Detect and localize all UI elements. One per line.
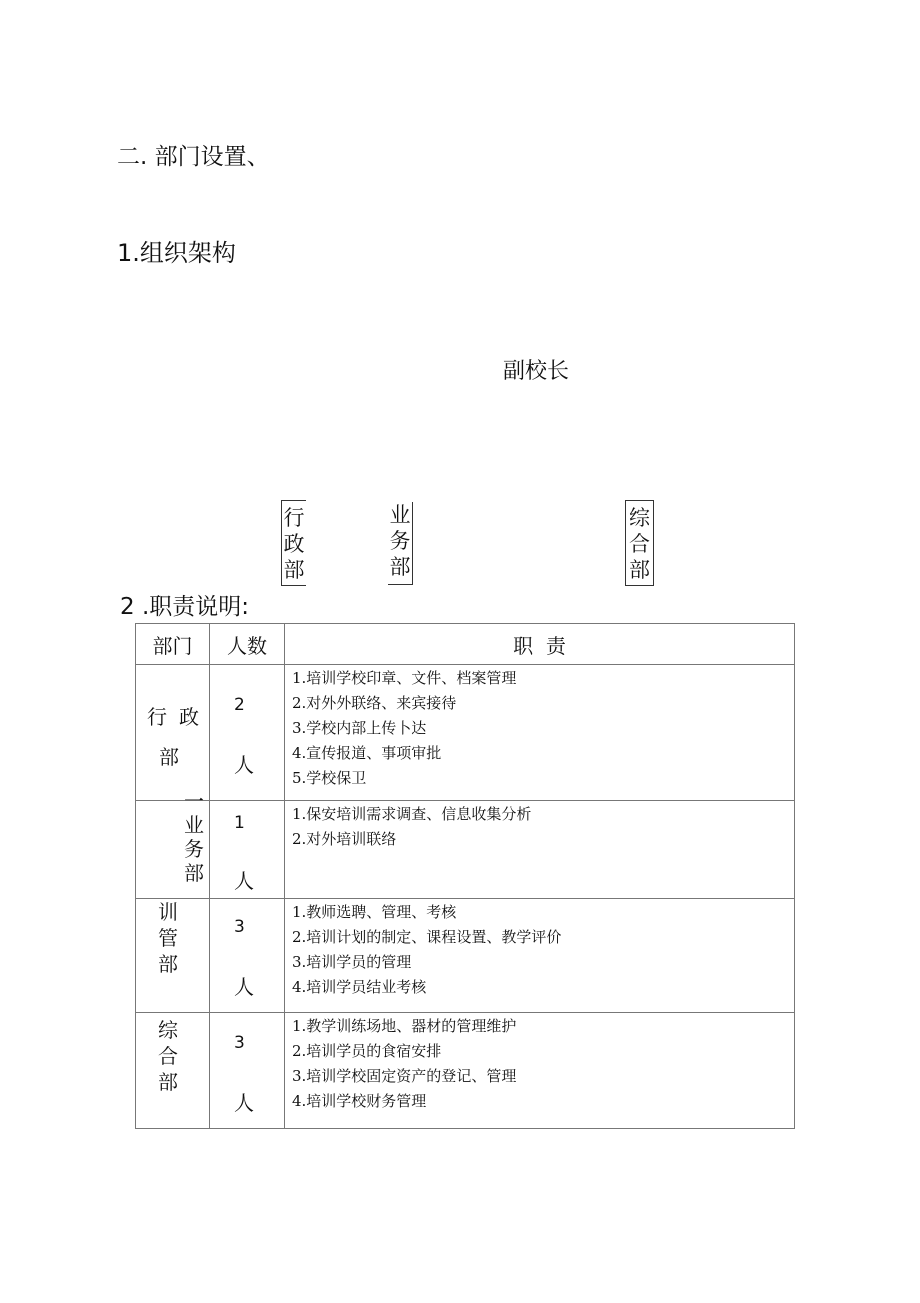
duty-item: 1.教师选聘、管理、考核 xyxy=(292,903,457,921)
duty-table xyxy=(135,623,795,1129)
dept-char: 部 xyxy=(184,861,204,885)
org-top-node: 副校长 xyxy=(503,359,570,384)
dept-cell xyxy=(136,665,210,801)
count-number: 3 xyxy=(234,1033,245,1053)
count-number: 1 xyxy=(234,813,245,833)
org-node-char: 综 xyxy=(629,506,650,530)
dept-char: 部 xyxy=(158,1070,178,1094)
count-unit: 人 xyxy=(234,869,254,893)
org-node-char: 部 xyxy=(389,555,411,579)
duty-item: 1.教学训练场地、器材的管理维护 xyxy=(292,1017,517,1035)
dept-char: 业 xyxy=(184,813,204,837)
org-node-char: 部 xyxy=(283,558,305,582)
count-cell xyxy=(210,899,285,1013)
duty-item: 2.培训学员的食宿安排 xyxy=(292,1042,442,1060)
dept-char: 合 xyxy=(158,1044,178,1068)
dept-char: 部 xyxy=(158,952,178,976)
duty-item: 1.培训学校印章、文件、档案管理 xyxy=(292,669,517,687)
duty-item: 3.培训学校固定资产的登记、管理 xyxy=(292,1067,517,1085)
duty-item: 3.培训学员的管理 xyxy=(292,953,412,971)
dept-char: 训 xyxy=(158,900,178,924)
duty-list xyxy=(285,899,795,1013)
dept-char: 一 xyxy=(184,789,204,813)
duty-item: 4.培训学员结业考核 xyxy=(292,978,427,996)
org-node-char: 业 xyxy=(389,503,411,527)
table-row xyxy=(136,801,795,899)
dept-cell xyxy=(136,789,210,899)
header-count: 人数 xyxy=(210,624,285,665)
org-node-char: 务 xyxy=(389,529,411,553)
dept-char: 行 xyxy=(147,705,167,729)
duty-item: 2.培训计划的制定、课程设置、教学评价 xyxy=(292,928,562,946)
dept-char: 管 xyxy=(158,926,178,950)
count-unit: 人 xyxy=(234,975,254,999)
org-node-char: 政 xyxy=(283,532,305,556)
duty-item: 5.学校保卫 xyxy=(292,769,367,787)
count-cell xyxy=(210,1013,285,1129)
dept-char: 部 xyxy=(159,745,179,769)
table-header-row xyxy=(136,624,795,665)
dept-cell xyxy=(136,1013,210,1129)
count-cell xyxy=(210,665,285,801)
duty-list xyxy=(285,801,795,899)
duty-list xyxy=(285,665,795,801)
duty-item: 2.对外外联络、来宾接待 xyxy=(292,694,457,712)
duty-item: 1.保安培训需求调查、信息收集分析 xyxy=(292,805,532,823)
count-cell xyxy=(210,801,285,899)
dept-char: 政 xyxy=(179,705,199,729)
org-chart-heading: 1.组织架构 xyxy=(117,239,236,267)
org-node-char: 合 xyxy=(629,532,650,556)
table-row xyxy=(136,899,795,1013)
duty-list xyxy=(285,1013,795,1129)
header-duty: 职 责 xyxy=(285,624,795,665)
org-node-admin xyxy=(281,500,306,586)
duty-item: 3.学校内部上传卜达 xyxy=(292,719,427,737)
count-unit: 人 xyxy=(234,753,254,777)
dept-char: 综 xyxy=(158,1018,178,1042)
duties-heading: 2 .职责说明: xyxy=(120,594,250,620)
section-title: 二. 部门设置、 xyxy=(117,144,270,170)
duty-item: 2.对外培训联络 xyxy=(292,830,397,848)
table-row xyxy=(136,1013,795,1129)
duty-item: 4.培训学校财务管理 xyxy=(292,1092,427,1110)
org-node-business xyxy=(388,502,413,585)
duty-item: 4.宣传报道、事项审批 xyxy=(292,744,442,762)
dept-char: 务 xyxy=(184,837,204,861)
org-node-char: 行 xyxy=(283,506,305,530)
count-unit: 人 xyxy=(234,1091,254,1115)
count-number: 2 xyxy=(234,695,245,715)
count-number: 3 xyxy=(234,917,245,937)
org-node-char: 部 xyxy=(629,558,650,582)
table-row xyxy=(136,665,795,801)
org-node-general xyxy=(625,500,654,586)
header-dept: 部门 xyxy=(136,624,210,665)
dept-cell xyxy=(136,899,210,1013)
